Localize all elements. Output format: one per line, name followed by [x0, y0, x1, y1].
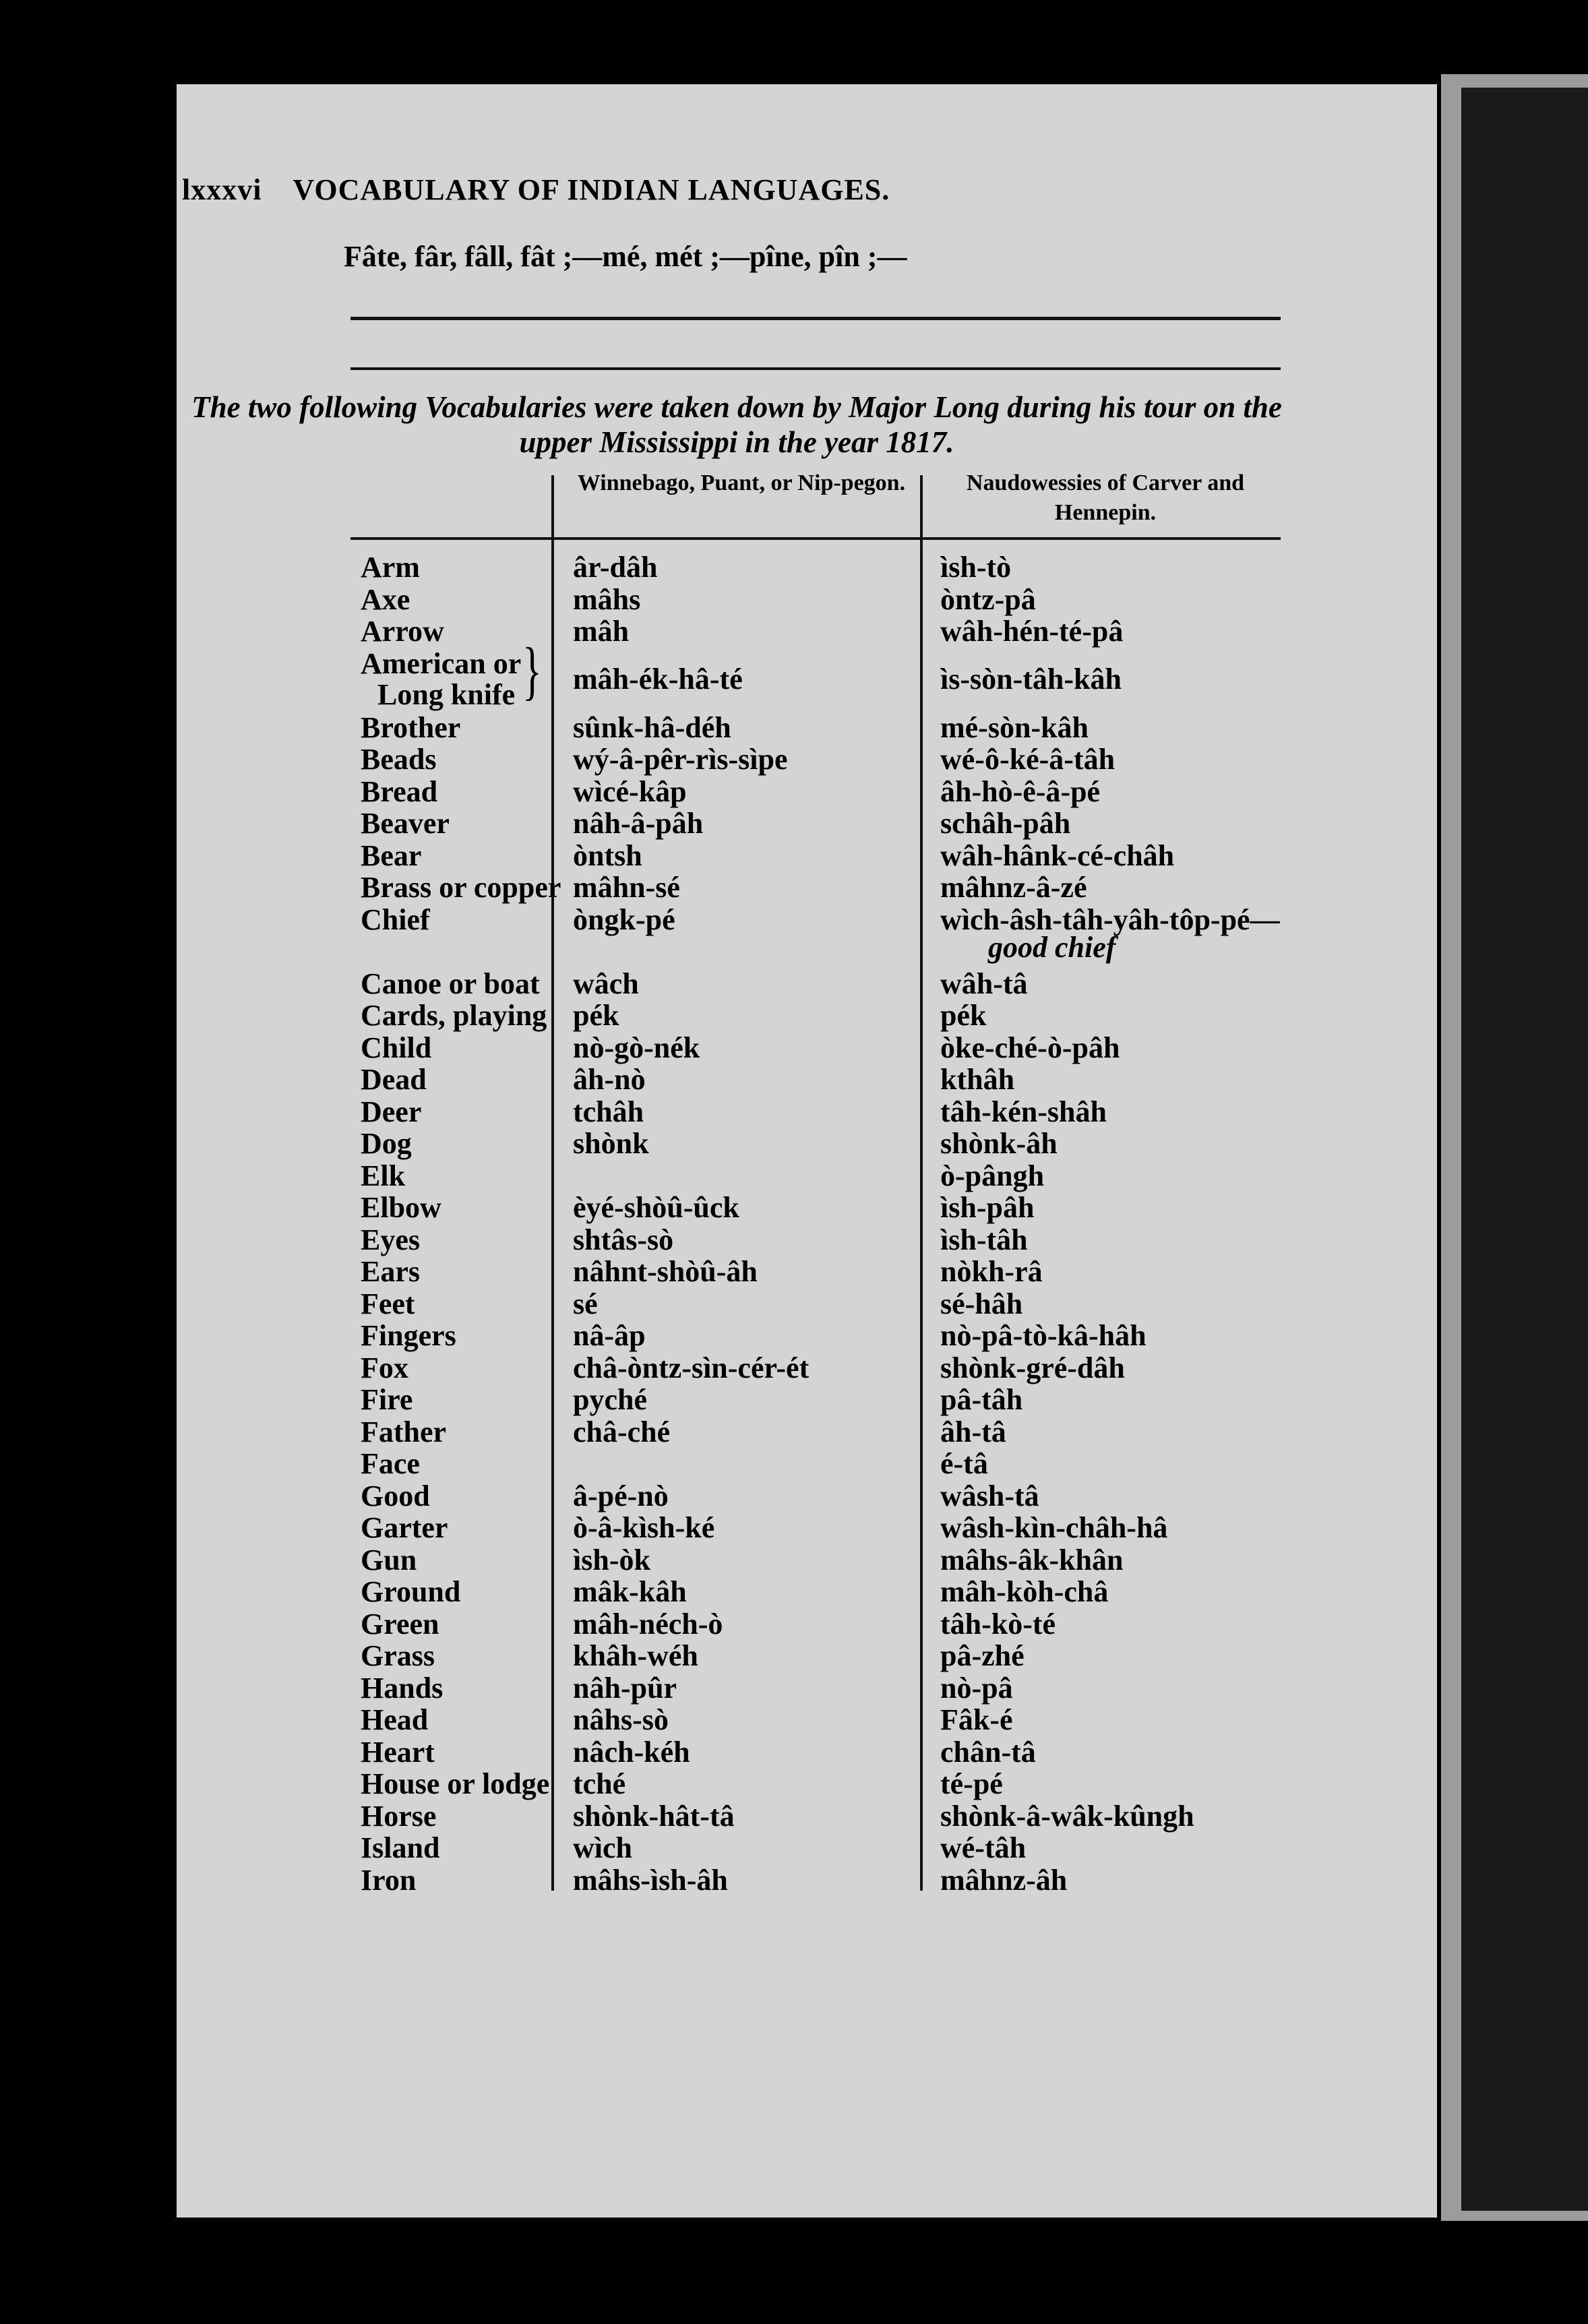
- naudowessie-word: wâsh-tâ: [940, 1479, 1039, 1512]
- naudowessie-word: kthâh: [940, 1063, 1015, 1096]
- winnebago-word: nò-gò-nék: [573, 1031, 700, 1064]
- naudowessie-word: schâh-pâh: [940, 807, 1071, 840]
- english-word: Garter: [361, 1511, 448, 1544]
- winnebago-word: shònk-hât-tâ: [573, 1799, 735, 1833]
- naudowessie-word: nòkh-râ: [940, 1255, 1043, 1288]
- english-word: Dog: [361, 1127, 412, 1160]
- naudowessie-word: mâhnz-â-zé: [940, 871, 1087, 904]
- winnebago-word: mâhs: [573, 582, 641, 616]
- winnebago-word: tché: [573, 1767, 626, 1800]
- winnebago-word: èyé-shòû-ûck: [573, 1191, 739, 1224]
- winnebago-word: nâh-â-pâh: [573, 807, 704, 840]
- winnebago-word: châ-ché: [573, 1415, 671, 1448]
- english-word: Hands: [361, 1671, 444, 1705]
- english-word: Father: [361, 1415, 447, 1448]
- english-word: Feet: [361, 1287, 415, 1320]
- brace-mark: }: [522, 634, 542, 706]
- english-word: Iron: [361, 1863, 417, 1897]
- winnebago-word: khâh-wéh: [573, 1639, 698, 1672]
- english-word: Face: [361, 1447, 420, 1480]
- naudowessie-word: ìsh-pâh: [940, 1191, 1035, 1224]
- chief-subnote: good chief: [988, 931, 1116, 964]
- winnebago-word: mâh-néch-ò: [573, 1607, 723, 1641]
- winnebago-word: mâhn-sé: [573, 871, 680, 904]
- winnebago-word: òntsh: [573, 838, 642, 872]
- naudowessie-word: mâhs-âk-khân: [940, 1543, 1124, 1577]
- english-word: Beads: [361, 743, 437, 776]
- naudowessie-word: tâh-kò-té: [940, 1607, 1056, 1641]
- naudowessie-word: mé-sòn-kâh: [940, 710, 1089, 744]
- naudowessie-word: mâhnz-âh: [940, 1863, 1068, 1897]
- pronunciation-key: Fâte, fâr, fâll, fât ;—mé, mét ;—pîne, pîn ;—: [344, 240, 907, 273]
- naudowessie-word: ìsh-tò: [940, 551, 1012, 584]
- naudowessie-word: pâ-zhé: [940, 1639, 1025, 1672]
- english-word: Canoe or boat: [361, 967, 540, 1000]
- intro-text: The two following Vocabularies were taken down by Major Long during his tour on the upper Mississippi in the year 1817.: [191, 390, 1282, 459]
- winnebago-word: ìsh-òk: [573, 1543, 650, 1577]
- naudowessie-word: sé-hâh: [940, 1287, 1023, 1320]
- english-word: Ears: [361, 1255, 420, 1288]
- winnebago-word: â-pé-nò: [573, 1479, 669, 1512]
- winnebago-word: wìcé-kâp: [573, 774, 687, 808]
- winnebago-word: sûnk-hâ-déh: [573, 710, 731, 744]
- winnebago-word: pék: [573, 999, 619, 1032]
- winnebago-word: nâch-kéh: [573, 1735, 690, 1769]
- english-word: Ground: [361, 1575, 461, 1608]
- winnebago-word: wìch: [573, 1831, 632, 1864]
- winnebago-word: mâh: [573, 615, 630, 648]
- column-head-winnebago: Winnebago, Puant, or Nip-pegon.: [577, 470, 906, 495]
- winnebago-word: pyché: [573, 1383, 647, 1416]
- english-word: Child: [361, 1031, 432, 1064]
- english-word: Grass: [361, 1639, 435, 1672]
- naudowessie-word: nò-pâ-tò-kâ-hâh: [940, 1319, 1147, 1352]
- key-rule: [350, 367, 1281, 370]
- naudowessie-word: âh-tâ: [940, 1415, 1006, 1448]
- english-word: Dead: [361, 1063, 427, 1096]
- english-word: Eyes: [361, 1223, 420, 1256]
- naudowessie-word: pâ-tâh: [940, 1383, 1023, 1416]
- winnebago-word: mâh-ék-hâ-té: [573, 662, 743, 696]
- english-word: Green: [361, 1607, 439, 1641]
- english-word: Brass or copper: [361, 871, 561, 904]
- winnebago-word: wâch: [573, 967, 639, 1000]
- column-divider-1: [551, 475, 554, 1891]
- naudowessie-word: shònk-gré-dâh: [940, 1351, 1125, 1384]
- running-head: [182, 173, 890, 207]
- naudowessie-word: âh-hò-ê-â-pé: [940, 774, 1101, 808]
- english-word: Cards, playing: [361, 999, 547, 1032]
- winnebago-word: mâk-kâh: [573, 1575, 687, 1608]
- english-word: Axe: [361, 582, 410, 616]
- winnebago-word: nâhnt-shòû-âh: [573, 1255, 758, 1288]
- english-word: Deer: [361, 1095, 422, 1128]
- winnebago-word: nâ-âp: [573, 1319, 646, 1352]
- naudowessie-word: shònk-â-wâk-kûngh: [940, 1799, 1194, 1833]
- winnebago-word: shtâs-sò: [573, 1223, 674, 1256]
- gutter-shadow: [1461, 88, 1588, 2211]
- naudowessie-word: wâsh-kìn-châh-hâ: [940, 1511, 1168, 1544]
- english-word: Island: [361, 1831, 440, 1864]
- winnebago-word: ò-â-kìsh-ké: [573, 1511, 715, 1544]
- naudowessie-word: ò-pângh: [940, 1159, 1045, 1192]
- english-word: Good: [361, 1479, 430, 1512]
- english-word: Brother: [361, 710, 461, 744]
- winnebago-word: âh-nò: [573, 1063, 646, 1096]
- winnebago-word: nâh-pûr: [573, 1671, 677, 1705]
- winnebago-word: nâhs-sò: [573, 1703, 669, 1736]
- winnebago-word: òngk-pé: [573, 903, 675, 936]
- naudowessie-word: Fâk-é: [940, 1703, 1013, 1736]
- table-head-rule: [350, 537, 1281, 540]
- english-word: Fox: [361, 1351, 408, 1384]
- winnebago-word: mâhs-ìsh-âh: [573, 1863, 728, 1897]
- english-word: Fingers: [361, 1319, 456, 1352]
- naudowessie-word: wìch-âsh-tâh-yâh-tôp-pé—: [940, 903, 1280, 936]
- english-word: Bread: [361, 774, 438, 808]
- naudowessie-word: wé-ô-ké-â-tâh: [940, 743, 1116, 776]
- naudowessie-word: òke-ché-ò-pâh: [940, 1031, 1120, 1064]
- english-word: Head: [361, 1703, 429, 1736]
- page-title: VOCABULARY OF INDIAN LANGUAGES.: [293, 173, 890, 206]
- english-word: Elbow: [361, 1191, 441, 1224]
- naudowessie-word: nò-pâ: [940, 1671, 1013, 1705]
- english-word: Gun: [361, 1543, 417, 1577]
- english-word-continued: Long knife: [377, 677, 516, 711]
- winnebago-word: wý-â-pêr-rìs-sìpe: [573, 743, 788, 776]
- naudowessie-word: òntz-pâ: [940, 582, 1036, 616]
- english-word: Arrow: [361, 615, 444, 648]
- naudowessie-word: ìsh-tâh: [940, 1223, 1028, 1256]
- english-word: House or lodge: [361, 1767, 550, 1800]
- winnebago-word: châ-òntz-sìn-cér-ét: [573, 1351, 810, 1384]
- winnebago-word: âr-dâh: [573, 551, 658, 584]
- winnebago-word: tchâh: [573, 1095, 644, 1128]
- column-divider-2: [920, 475, 923, 1891]
- naudowessie-word: té-pé: [940, 1767, 1003, 1800]
- naudowessie-word: tâh-kén-shâh: [940, 1095, 1107, 1128]
- winnebago-word: sé: [573, 1287, 598, 1320]
- english-word: Fire: [361, 1383, 413, 1416]
- naudowessie-word: pék: [940, 999, 987, 1032]
- english-word: American or: [361, 646, 522, 680]
- english-word: Elk: [361, 1159, 406, 1192]
- column-head-naudowessies: Naudowessies of Carver and Hennepin.: [966, 470, 1245, 525]
- head-rule: [350, 317, 1281, 320]
- naudowessie-word: wâh-tâ: [940, 967, 1028, 1000]
- naudowessie-word: é-tâ: [940, 1447, 988, 1480]
- naudowessie-word: ìs-sòn-tâh-kâh: [940, 662, 1122, 696]
- naudowessie-word: wé-tâh: [940, 1831, 1027, 1864]
- naudowessie-word: mâh-kòh-châ: [940, 1575, 1109, 1608]
- english-word: Arm: [361, 551, 420, 584]
- english-word: Bear: [361, 838, 422, 872]
- winnebago-word: shònk: [573, 1127, 649, 1160]
- naudowessie-word: shònk-âh: [940, 1127, 1058, 1160]
- english-word: Chief: [361, 903, 430, 936]
- naudowessie-word: wâh-hânk-cé-châh: [940, 838, 1175, 872]
- naudowessie-word: chân-tâ: [940, 1735, 1036, 1769]
- english-word: Horse: [361, 1799, 437, 1833]
- page-number: lxxxvi: [182, 173, 262, 206]
- naudowessie-word: wâh-hén-té-pâ: [940, 615, 1124, 648]
- english-word: Heart: [361, 1735, 435, 1769]
- english-word: Beaver: [361, 807, 450, 840]
